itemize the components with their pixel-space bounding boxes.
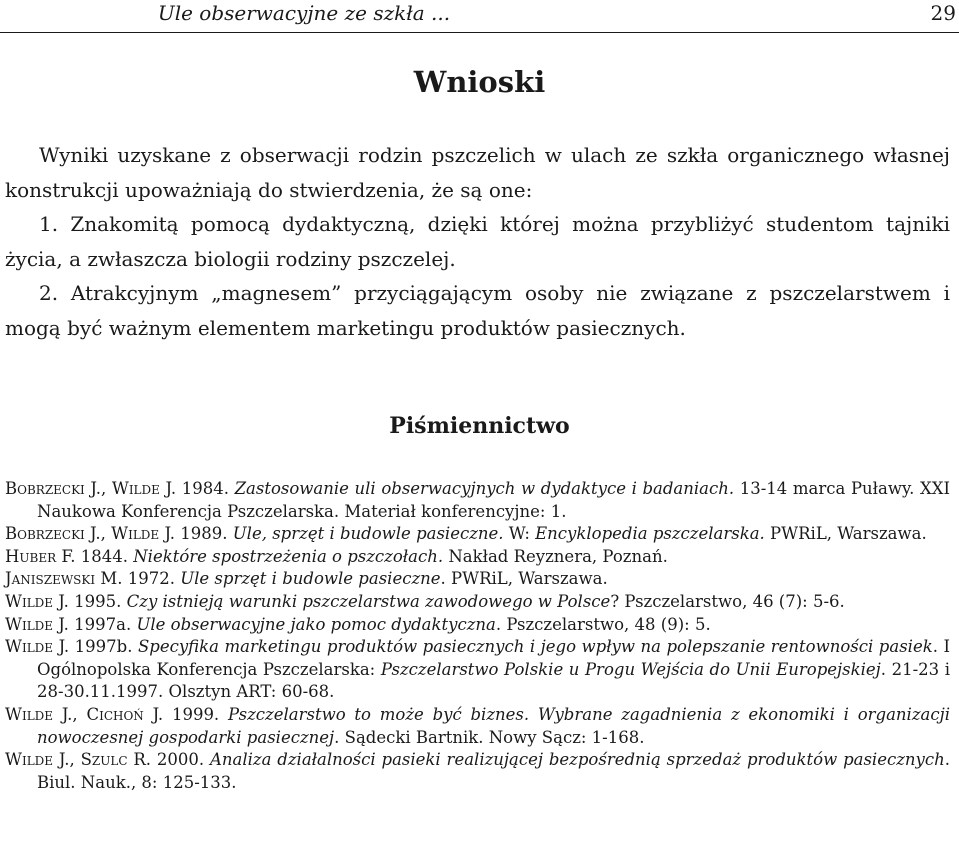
- conclusion-point-1: 1. Znakomitą pomocą dydaktyczną, dzięki której można przybliżyć studentom tajniki życia, a zwłaszcza biologii rodziny pszczelej.: [5, 212, 950, 271]
- ref-title: Ule, sprzęt i budowle pasieczne.: [232, 524, 504, 544]
- ref-connector: . I Ogólnopolska Konferencja Pszczelarska:: [37, 637, 950, 679]
- conclusion-point-2: 2. Atrakcyjnym „magnesem” przyciągającym osoby nie związane z pszczelarstwem i mogą być ważnym elementem marketingu produktów pasiecznych.: [5, 281, 950, 340]
- ref-author: Szulc: [80, 750, 128, 770]
- ref-author-initials: J. 1989.: [159, 524, 233, 544]
- reference-item: [5, 749, 950, 794]
- reference-list: [5, 478, 950, 794]
- ref-book-title: Pszczelarstwo Polskie u Progu Wejścia do Unii Europejskiej: [380, 659, 881, 679]
- reference-item: [5, 546, 950, 569]
- ref-details: ? Pszczelarstwo, 46 (7): 5-6.: [610, 591, 845, 611]
- ref-author-initials: J.,: [84, 524, 112, 544]
- section-title-conclusions: Wnioski: [413, 65, 546, 99]
- running-title: Ule obserwacyjne ze szkła ...: [157, 1, 451, 25]
- reference-item: [5, 636, 950, 704]
- section-title-bibliography: Piśmiennictwo: [389, 413, 570, 439]
- ref-details: . PWRiL, Warszawa.: [440, 569, 608, 589]
- page-number: 29: [930, 1, 956, 25]
- ref-title: Specyfika marketingu produktów pasiecznych i jego wpływ na polepszanie rentowności pasiek: [137, 637, 933, 657]
- ref-author: Wilde: [5, 637, 54, 657]
- ref-author-initials: M. 1972.: [95, 569, 181, 589]
- ref-author: Wilde: [111, 479, 160, 498]
- ref-author: Wilde: [5, 614, 54, 634]
- ref-author-initials: R. 2000.: [127, 750, 210, 770]
- ref-title: Ule sprzęt i budowle pasieczne: [180, 569, 441, 589]
- ref-author: Bobrzecki: [5, 479, 85, 498]
- ref-author-initials: J. 1999.: [143, 704, 228, 724]
- ref-details: PWRiL, Warszawa.: [764, 524, 927, 544]
- ref-details: . 21-23 i 28-30.11.1997. Olsztyn ART: 60-68.: [37, 659, 951, 702]
- ref-author-initials: J. 1997b.: [53, 637, 138, 657]
- ref-details: Nakład Reyznera, Poznań.: [443, 546, 668, 566]
- ref-author-initials: J. 1995.: [53, 591, 127, 611]
- ref-details: . Sądecki Bartnik. Nowy Sącz: 1-168.: [334, 727, 645, 747]
- ref-details: . Biul. Nauk., 8: 125-133.: [37, 750, 950, 792]
- ref-author: Wilde: [5, 591, 54, 611]
- ref-author-initials: F. 1844.: [56, 546, 134, 566]
- ref-details: 13-14 marca Puławy. XXI Naukowa Konferencja Pszczelarska. Materiał konferencyjne: 1.: [37, 479, 950, 521]
- ref-title: Analiza działalności pasieki realizującej bezpośrednią sprzedaż produktów pasiecznych: [209, 750, 945, 770]
- ref-author: Wilde: [5, 704, 54, 724]
- conclusions-body: [5, 138, 950, 345]
- ref-author-initials: J.,: [53, 750, 81, 770]
- ref-author-initials: J. 1984.: [159, 479, 235, 498]
- header-rule: [0, 32, 959, 33]
- reference-item: [5, 591, 950, 614]
- ref-title: Ule obserwacyjne jako pomoc dydaktyczna: [136, 614, 496, 634]
- reference-item: [5, 478, 950, 523]
- ref-author: Bobrzecki: [5, 524, 85, 544]
- conclusions-intro: Wyniki uzyskane z obserwacji rodzin pszczelich w ulach ze szkła organicznego własnej konstrukcji upoważniają do stwierdzenia, że są one:: [5, 143, 950, 202]
- ref-title: Zastosowanie uli obserwacyjnych w dydaktyce i badaniach.: [234, 479, 735, 498]
- ref-author: Cichoń: [86, 704, 144, 724]
- ref-title: Pszczelarstwo to może być biznes. Wybrane zagadnienia z ekonomiki i organizacji nowoczesnej gospodarki pasiecznej: [37, 704, 950, 747]
- ref-author-initials: J.,: [53, 704, 87, 724]
- ref-author-initials: J. 1997a.: [53, 614, 137, 634]
- ref-book-title: Encyklopedia pszczelarska.: [535, 524, 765, 544]
- reference-item: [5, 614, 950, 637]
- page-header: [0, 0, 959, 36]
- ref-author: Wilde: [111, 524, 160, 544]
- ref-title: Niektóre spostrzeżenia o pszczołach.: [133, 546, 444, 566]
- ref-author-initials: J.,: [84, 479, 112, 498]
- ref-title: Czy istnieją warunki pszczelarstwa zawodowego w Polsce: [126, 591, 611, 611]
- reference-item: [5, 568, 950, 591]
- ref-connector: W:: [503, 524, 536, 544]
- reference-item: [5, 704, 950, 749]
- ref-author: Wilde: [5, 750, 54, 770]
- ref-details: . Pszczelarstwo, 48 (9): 5.: [495, 614, 711, 634]
- ref-author: Janiszewski: [5, 569, 96, 589]
- reference-item: [5, 523, 950, 546]
- ref-author: Huber: [5, 546, 57, 566]
